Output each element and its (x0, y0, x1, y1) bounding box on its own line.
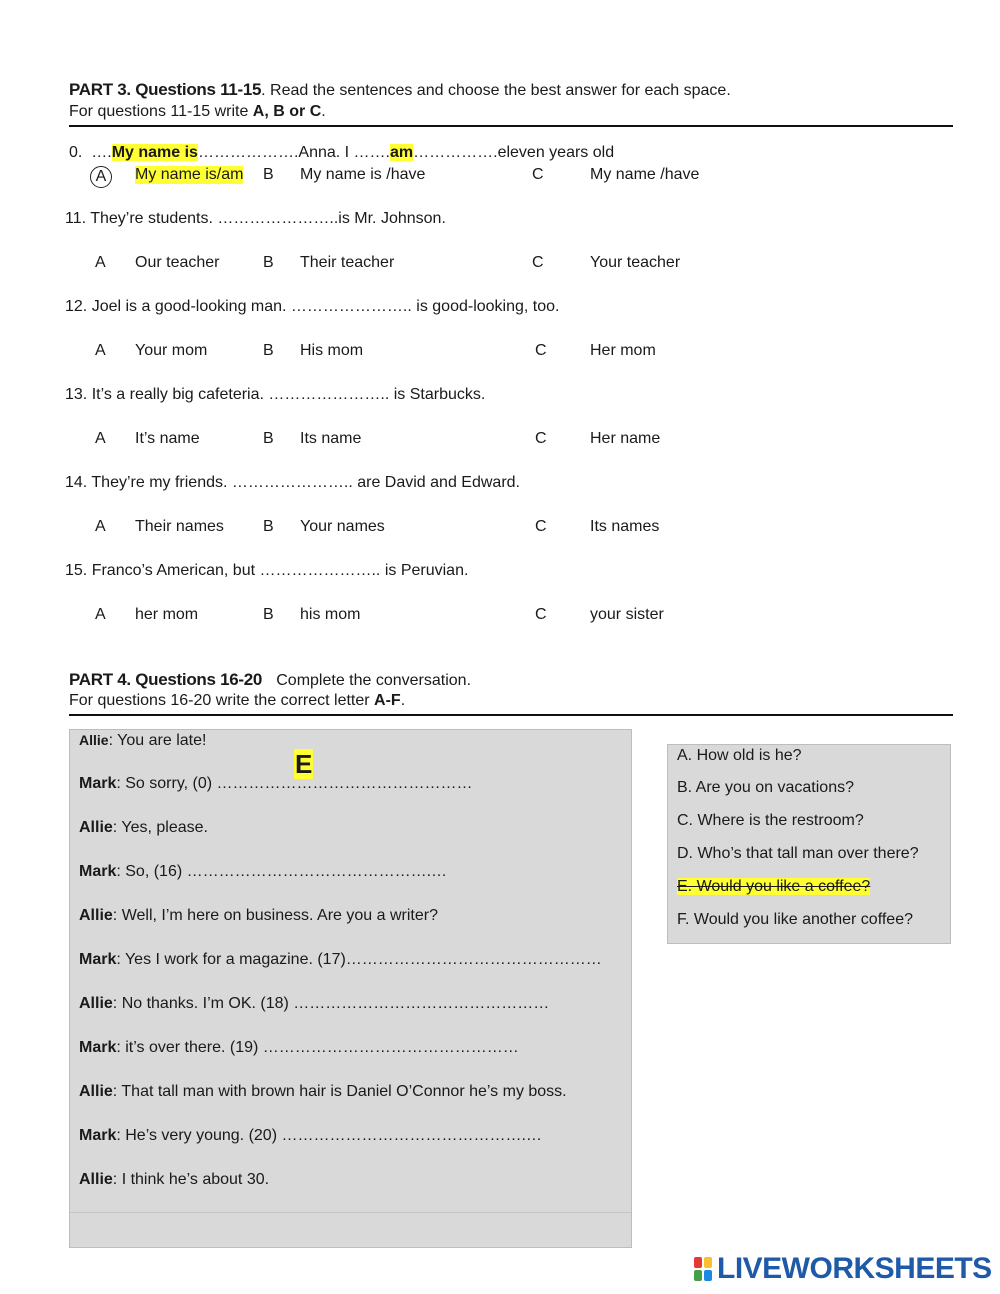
q15-option-c-letter[interactable]: C (535, 606, 547, 623)
answer-option-b: B. Are you on vacations? (677, 779, 854, 796)
q15-option-a-text[interactable]: her mom (135, 606, 199, 623)
question-13: 13. It’s a really big cafeteria. ………………….. is Starbucks. (65, 386, 486, 403)
q14-option-a-text[interactable]: Their names (135, 518, 224, 535)
part3-divider (69, 125, 953, 127)
conversation-box-divider (70, 1212, 631, 1213)
question-15: 15. Franco’s American, but ………………….. is Peruvian. (65, 562, 469, 579)
conversation-line-5: Allie: Well, I’m here on business. Are you a writer? (79, 907, 438, 924)
answer-option-a: A. How old is he? (677, 747, 802, 764)
part4-instructions: For questions 16-20 write the correct letter A-F. (69, 692, 406, 709)
q13-option-a-letter[interactable]: A (95, 430, 106, 447)
example-option-c-letter: C (532, 166, 544, 183)
q12-option-b-text[interactable]: His mom (300, 342, 364, 359)
part3-title: PART 3. Questions 11-15. Read the sentences and choose the best answer for each space. (69, 80, 731, 99)
answer-option-f: F. Would you like another coffee? (677, 911, 913, 928)
q13-option-c-letter[interactable]: C (535, 430, 547, 447)
q11-option-b-letter[interactable]: B (263, 254, 274, 271)
answer-option-c: C. Where is the restroom? (677, 812, 864, 829)
liveworksheets-logo-icon (693, 1256, 713, 1282)
question-12: 12. Joel is a good-looking man. ………………….. is good-looking, too. (65, 298, 560, 315)
answer-option-e-used: E. Would you like a coffee? (677, 878, 871, 895)
q12-option-a-letter[interactable]: A (95, 342, 106, 359)
conversation-line-8: Mark: it’s over there. (19) ………………………………………… (79, 1039, 519, 1056)
conversation-line-11: Allie: I think he’s about 30. (79, 1171, 270, 1188)
answer-option-d: D. Who’s that tall man over there? (677, 845, 919, 862)
example-option-c-text: My name /have (590, 166, 700, 183)
q11-option-c-letter[interactable]: C (532, 254, 544, 271)
example-option-b-letter: B (263, 166, 274, 183)
liveworksheets-logo-text: LIVEWORKSHEETS (717, 1252, 992, 1285)
q12-option-c-letter[interactable]: C (535, 342, 547, 359)
example-option-b-text: My name is /have (300, 166, 426, 183)
part3-instructions: For questions 11-15 write A, B or C. (69, 103, 326, 120)
q15-option-a-letter[interactable]: A (95, 606, 106, 623)
liveworksheets-logo (693, 1252, 992, 1286)
question-11: 11. They’re students. …………………..is Mr. Johnson. (65, 210, 446, 227)
q14-option-b-text[interactable]: Your names (300, 518, 385, 535)
conversation-line-4: Mark: So, (16) ……………………………………….… (79, 863, 448, 880)
q11-option-a-letter[interactable]: A (95, 254, 106, 271)
example-option-a-text: My name is/am (135, 166, 244, 183)
conversation-line-10: Mark: He’s very young. (20) ……………………………………….… (79, 1127, 542, 1144)
q14-option-c-letter[interactable]: C (535, 518, 547, 535)
example-answer-input[interactable]: E (295, 749, 313, 779)
part4-divider (69, 714, 953, 716)
q12-option-b-letter[interactable]: B (263, 342, 274, 359)
q13-option-b-letter[interactable]: B (263, 430, 274, 447)
example-question: 0. ….My name is……………….Anna. I …….am…………….eleven years old (69, 144, 615, 161)
q13-option-c-text[interactable]: Her name (590, 430, 661, 447)
q15-option-b-letter[interactable]: B (263, 606, 274, 623)
q11-option-a-text[interactable]: Our teacher (135, 254, 220, 271)
part4-title: PART 4. Questions 16-20 Complete the conversation. (69, 670, 472, 689)
conversation-line-3: Allie: Yes, please. (79, 819, 208, 836)
example-option-a-letter: A (95, 166, 112, 188)
q12-option-c-text[interactable]: Her mom (590, 342, 656, 359)
conversation-line-6: Mark: Yes I work for a magazine. (17)………………………………………… (79, 951, 602, 968)
q14-option-a-letter[interactable]: A (95, 518, 106, 535)
conversation-line-9: Allie: That tall man with brown hair is Daniel O’Connor he’s my boss. (79, 1083, 567, 1100)
q14-option-c-text[interactable]: Its names (590, 518, 660, 535)
conversation-line-2: Mark: So sorry, (0) ………………………………………… (79, 775, 473, 792)
question-14: 14. They’re my friends. ………………….. are David and Edward. (65, 474, 520, 491)
q11-option-b-text[interactable]: Their teacher (300, 254, 395, 271)
conversation-line-7: Allie: No thanks. I’m OK. (18) ………………………………………… (79, 995, 550, 1012)
q11-option-c-text[interactable]: Your teacher (590, 254, 681, 271)
conversation-line-1: Allie: You are late! (79, 732, 207, 749)
q15-option-c-text[interactable]: your sister (590, 606, 664, 623)
q12-option-a-text[interactable]: Your mom (135, 342, 208, 359)
q14-option-b-letter[interactable]: B (263, 518, 274, 535)
q15-option-b-text[interactable]: his mom (300, 606, 361, 623)
q13-option-b-text[interactable]: Its name (300, 430, 362, 447)
q13-option-a-text[interactable]: It’s name (135, 430, 200, 447)
